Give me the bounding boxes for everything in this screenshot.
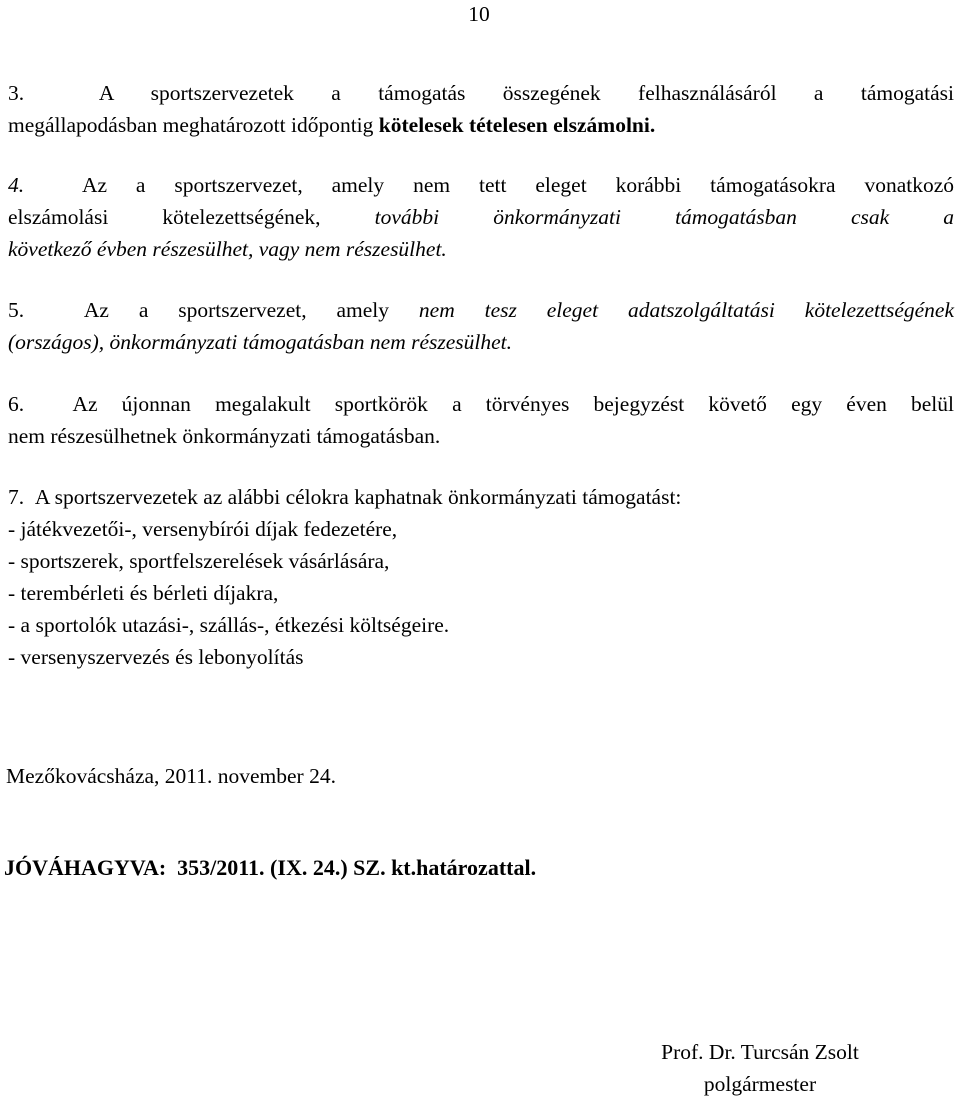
item-5-line-1: [8, 294, 954, 326]
place-date: Mezőkovácsháza, 2011. november 24.: [6, 764, 336, 788]
list-item: - terembérleti és bérleti díjakra,: [8, 581, 279, 605]
page-number: 10: [468, 2, 490, 26]
list-item: - játékvezetői-, versenybírói díjak fedezetére,: [8, 517, 398, 541]
item-6-text: Az újonnan megalakult sportkörök a törvényes bejegyzést követő egy éven belül: [72, 392, 955, 416]
item-4-number: 4.: [8, 173, 25, 197]
list-item: - versenyszervezés és lebonyolítás: [8, 645, 304, 669]
item-3-number: 3.: [8, 81, 25, 105]
item-5-number: 5.: [8, 298, 25, 322]
signature-block: [600, 1036, 920, 1100]
approval-line: JÓVÁHAGYVA: 353/2011. (IX. 24.) SZ. kt.határozattal.: [4, 855, 537, 880]
list-item: - a sportolók utazási-, szállás-, étkezési költségeire.: [8, 613, 450, 637]
item-3-text: A sportszervezetek a támogatás összegének felhasználásáról a támogatási: [98, 81, 954, 105]
item-3: [8, 77, 954, 141]
signature-name: Prof. Dr. Turcsán Zsolt: [661, 1040, 859, 1064]
item-4-line-3: következő évben részesülhet, vagy nem részesülhet.: [8, 237, 447, 261]
item-3-text-bold: kötelesek tételesen elszámolni.: [378, 113, 656, 137]
item-6: [8, 388, 954, 452]
item-6-number: 6.: [8, 392, 25, 416]
item-4-line-2: [8, 201, 954, 233]
item-4-text: Az a sportszervezet, amely nem tett eleget korábbi támogatásokra vonatkozó: [81, 173, 955, 197]
item-7-intro: [8, 481, 954, 513]
item-3-text-plain: megállapodásban meghatározott időpontig: [8, 113, 379, 137]
item-3-line-1: [8, 77, 954, 109]
item-5-line-2: (országos), önkormányzati támogatásban nem részesülhet.: [8, 330, 513, 354]
item-7-list: [8, 513, 954, 673]
item-5-text-italic: nem tesz eleget adatszolgáltatási kötelezettségének: [418, 298, 954, 322]
signature-title: polgármester: [703, 1072, 817, 1096]
item-7: [8, 481, 954, 673]
item-3-line-2: [8, 109, 954, 141]
item-7-text: A sportszervezetek az alábbi célokra kaphatnak önkormányzati támogatást:: [34, 485, 682, 509]
item-7-number: 7.: [8, 485, 25, 509]
item-4-text-plain: elszámolási kötelezettségének,: [8, 205, 375, 229]
item-6-line-1: [8, 388, 954, 420]
item-4: [8, 169, 954, 265]
item-6-line-2: nem részesülhetnek önkormányzati támogatásban.: [8, 424, 441, 448]
list-item: - sportszerek, sportfelszerelések vásárlására,: [8, 549, 390, 573]
item-4-line-1: [8, 169, 954, 201]
item-5-text-plain: Az a sportszervezet, amely: [83, 298, 419, 322]
item-5: [8, 294, 954, 358]
item-4-text-italic: további önkormányzati támogatásban csak a: [374, 205, 955, 229]
